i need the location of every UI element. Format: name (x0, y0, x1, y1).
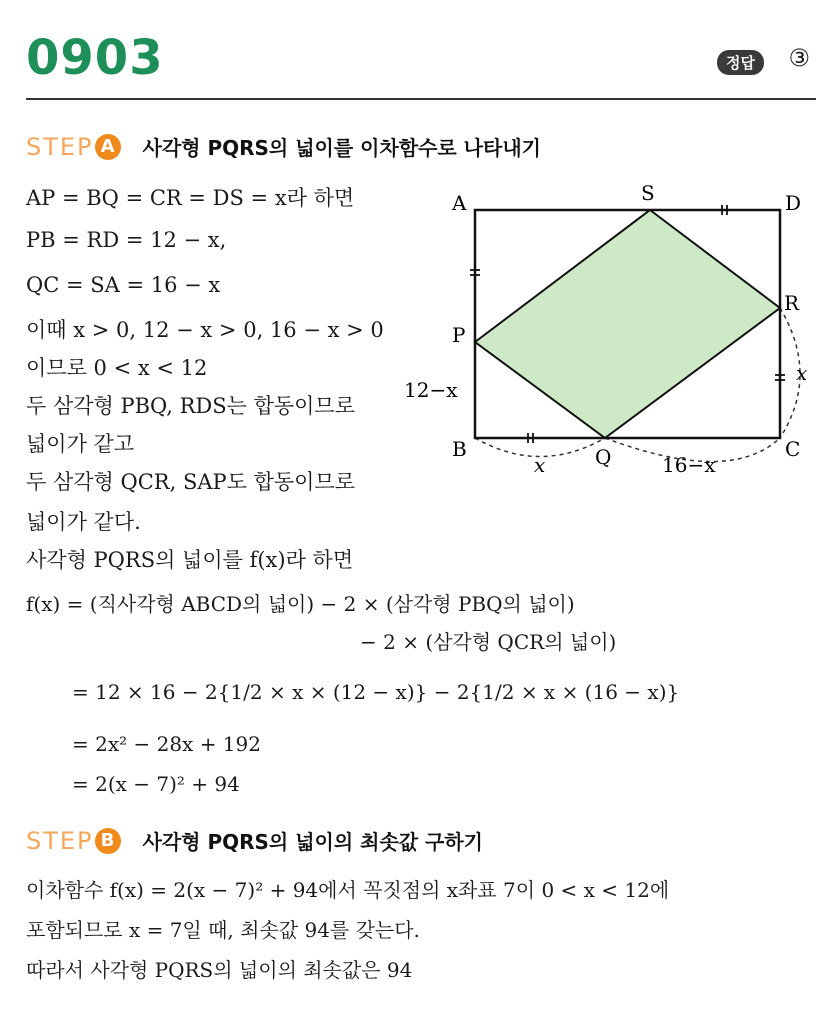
step-a-line-8: 두 삼각형 QCR, SAP도 합동이므로 (26, 470, 356, 494)
step-a-line-6: 두 삼각형 PBQ, RDS는 합동이므로 (26, 394, 356, 418)
header-divider (26, 98, 816, 100)
step-b-line-1: 이차함수 f(x) = 2(x − 7)² + 94에서 꼭짓점의 x좌표 7이 0 < x < 12에 (26, 878, 670, 902)
label-a: A (452, 191, 467, 215)
label-c: C (785, 437, 801, 461)
step-a-line-7: 넓이가 같고 (26, 432, 135, 456)
quadrilateral-pqrs (475, 210, 780, 438)
step-a-line-3: QC = SA = 16 − x (26, 273, 221, 297)
step-a-line-9: 넓이가 같다. (26, 510, 141, 534)
step-a-line-15: = 2(x − 7)² + 94 (72, 772, 240, 796)
label-d: D (785, 191, 802, 215)
label-p: P (452, 323, 466, 347)
step-b-badge: B (95, 828, 121, 854)
step-b-line-3: 따라서 사각형 PQRS의 넓이의 최솟값은 94 (26, 958, 413, 982)
step-a-line-2: PB = RD = 12 − x, (26, 228, 227, 252)
label-r: R (784, 291, 800, 315)
step-b-heading (26, 826, 483, 855)
problem-number: 0903 (26, 30, 164, 86)
step-a-line-14: = 2x² − 28x + 192 (72, 732, 261, 756)
step-b-title: 사각형 PQRS의 넓이의 최솟값 구하기 (142, 830, 484, 854)
length-pb: 12−x (404, 378, 458, 402)
step-a-title: 사각형 PQRS의 넓이를 이차함수로 나타내기 (142, 136, 541, 160)
step-a-line-12: − 2 × (삼각형 QCR의 넓이) (360, 630, 617, 654)
step-a-line-11: f(x) = (직사각형 ABCD의 넓이) − 2 × (삼각형 PBQ의 넓이) (26, 592, 575, 616)
answer-value: ③ (788, 44, 810, 72)
step-a-line-10: 사각형 PQRS의 넓이를 f(x)라 하면 (26, 548, 354, 572)
step-a-line-4: 이때 x > 0, 12 − x > 0, 16 − x > 0 (26, 318, 384, 342)
step-b-line-2: 포함되므로 x = 7일 때, 최솟값 94를 갖는다. (26, 918, 420, 942)
step-a-badge: A (95, 134, 121, 160)
label-q: Q (595, 445, 612, 469)
length-bq: x (534, 453, 546, 477)
step-a-heading (26, 132, 541, 161)
rectangle-figure (400, 180, 830, 490)
label-s: S (641, 181, 655, 205)
length-cr: x (796, 361, 808, 385)
answer-badge: 정답 (717, 50, 764, 75)
step-a-line-13: = 12 × 16 − 2{1/2 × x × (12 − x)} − 2{1/2 × x × (16 − x)} (72, 680, 680, 704)
step-a-word: STEP (26, 132, 94, 161)
step-a-line-1: AP = BQ = CR = DS = x라 하면 (26, 186, 355, 210)
label-b: B (452, 437, 467, 461)
header (26, 30, 816, 100)
length-qc: 16−x (662, 453, 716, 477)
step-a-line-5: 이므로 0 < x < 12 (26, 356, 208, 380)
step-b-word: STEP (26, 826, 94, 855)
